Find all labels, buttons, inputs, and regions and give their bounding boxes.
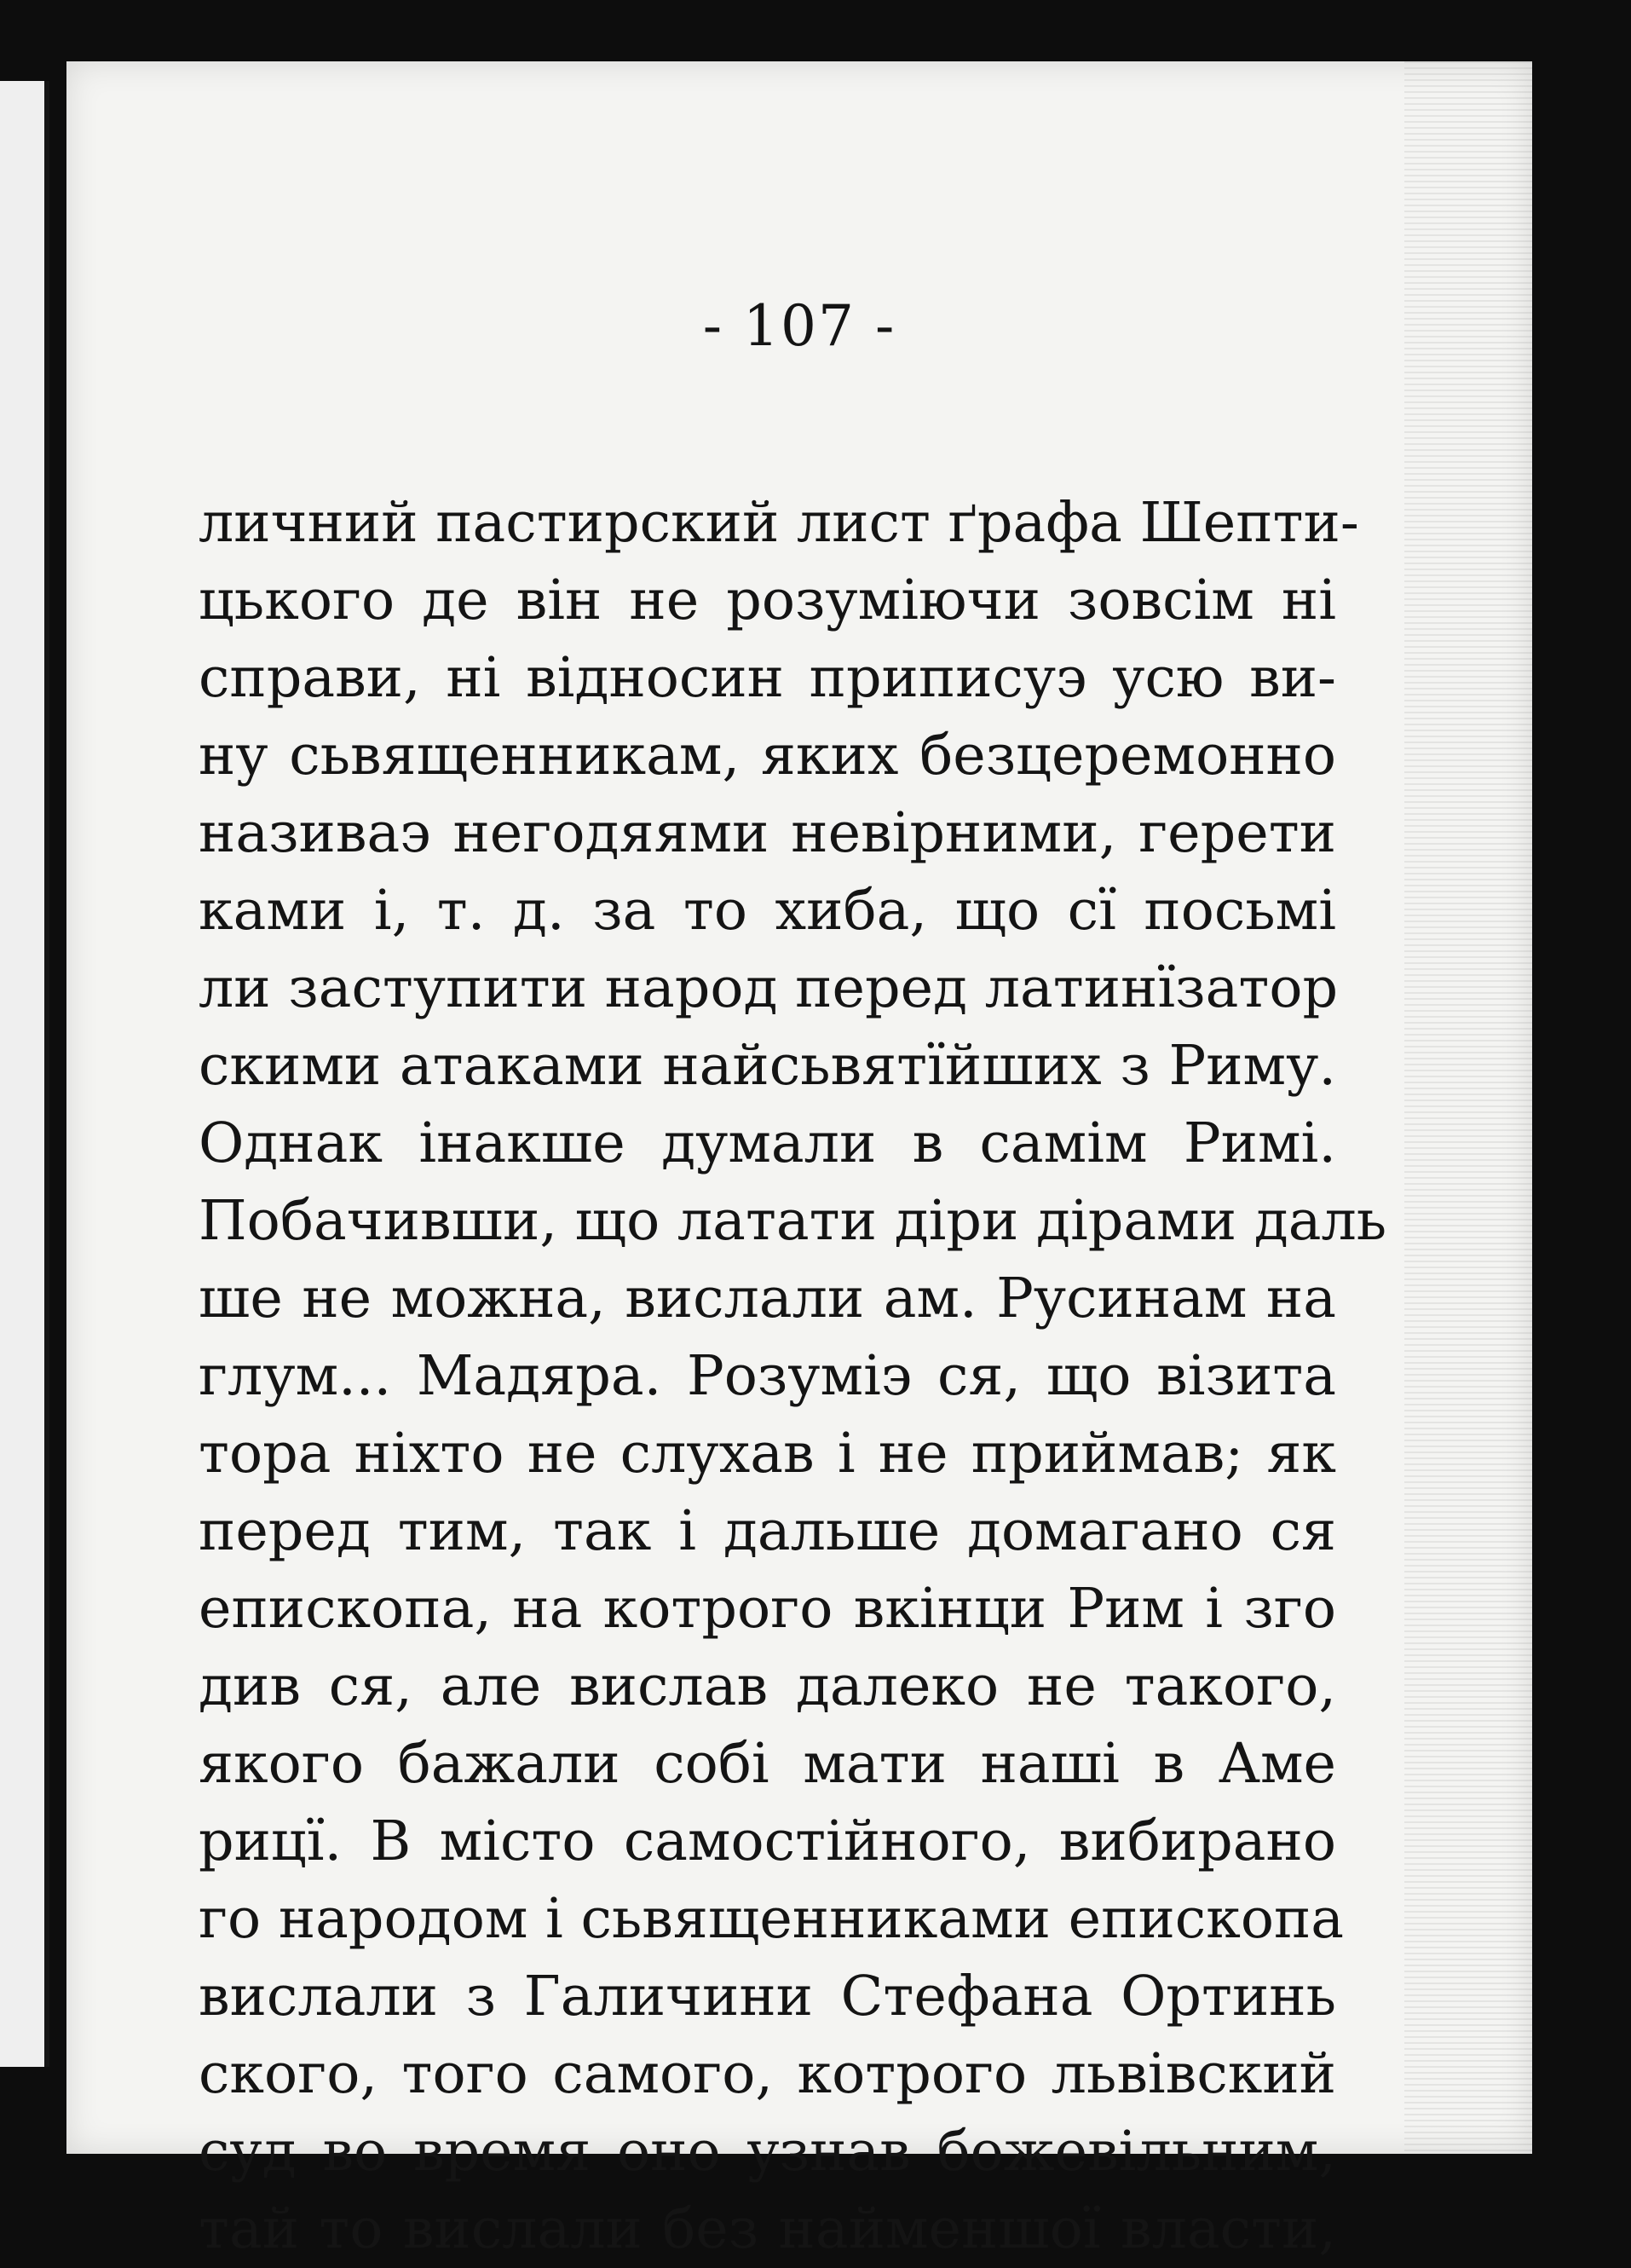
text-line: суд во время оно узнав божевільним, [199,2120,1336,2184]
book-page [66,61,1532,2261]
text-line: ками і, т. д. за то хиба, що сї посьмі [199,879,1336,943]
text-line: див ся, але вислав далеко не такого, [199,1654,1336,1718]
text-line: якого бажали собі мати наші в Аме [199,1732,1336,1796]
text-line: називаэ негодяями невірними, герети [199,801,1336,865]
text-line: ли заступити народ перед латинїзатор [199,956,1339,1020]
text-line: вислали з Галичини Стефана Ортинь [199,1965,1336,2029]
text-line: скими атаками найсьвятїйших з Риму. [199,1034,1336,1098]
text-line: глум... Мадяра. Розуміэ ся, що візита [199,1344,1336,1408]
text-line: Побачивши, що латати діри дірами даль [199,1189,1387,1253]
text-line: справи, ні відносин приписуэ усю ви- [199,646,1336,710]
text-line: ше не можна, вислали ам. Русинам на [199,1267,1336,1330]
text-line: го народом і сьвященниками епископа [199,1887,1345,1951]
text-line: ну сьвященникам, яких безцеремонно [199,724,1336,788]
left-page-edge [0,81,49,2067]
text-line: Однак інакше думали в самім Римі. [199,1111,1336,1175]
text-line: ского, того самого, котрого львівский [199,2042,1336,2106]
text-line: цького де він не розуміючи зовсім ні [199,568,1336,632]
page-number: - 107 - [702,293,896,359]
text-line: рицї. В місто самостійного, вибирано [199,1809,1336,1873]
text-line: епископа, на котрого вкінци Рим і зго [199,1577,1336,1641]
text-line: личний пастирский лист ґрафа Шепти- [199,491,1359,555]
body-text [199,484,1387,2268]
text-line: тай то вислали без найменшої власти, [199,2197,1336,2261]
text-line: перед тим, так і дальше домагано ся [199,1499,1336,1563]
text-line: тора ніхто не слухав і не приймав; як [199,1422,1336,1486]
